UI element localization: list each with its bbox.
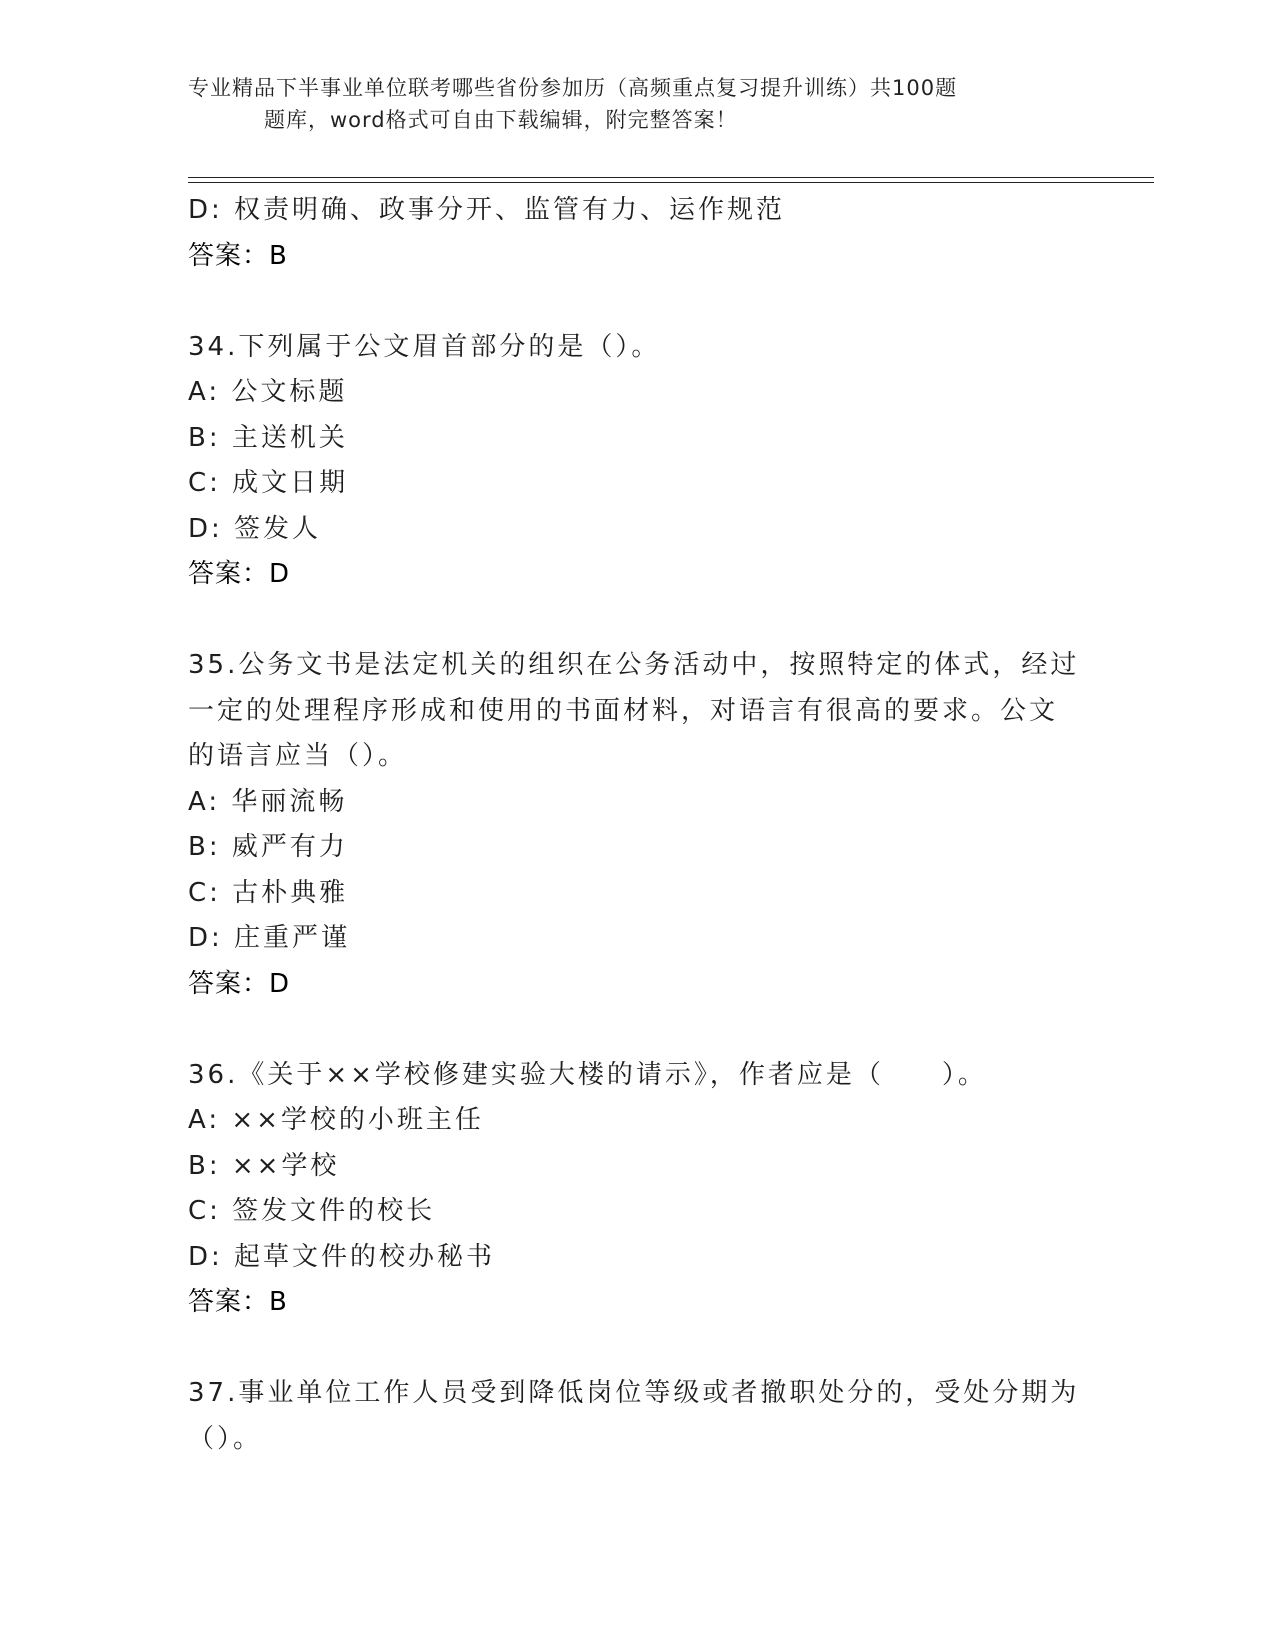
option-d: D: 签发人 <box>188 513 322 544</box>
spacer <box>188 1326 1088 1372</box>
carryover-option-d: D: 权责明确、政事分开、监管有力、运作规范 <box>188 195 786 225</box>
header-divider-top <box>188 177 1154 178</box>
question-35 <box>188 643 1088 1007</box>
option-b: B: 主送机关 <box>188 422 348 453</box>
question-text-line2: （）。 <box>188 1423 263 1454</box>
option-a: A: ××学校的小班主任 <box>188 1105 484 1135</box>
option-a: A: 公文标题 <box>188 377 348 407</box>
spacer <box>188 598 1088 644</box>
question-34 <box>188 325 1088 598</box>
option-a: A: 华丽流畅 <box>188 786 348 817</box>
question-text: 36.《关于××学校修建实验大楼的请示》，作者应是（ ）。 <box>188 1059 987 1090</box>
spacer <box>188 1007 1088 1053</box>
header-divider-bottom <box>188 182 1154 183</box>
question-text-line1: 35.公务文书是法定机关的组织在公务活动中，按照特定的体式，经过 <box>188 650 1080 680</box>
question-text-line3: 的语言应当（）。 <box>188 741 408 771</box>
question-36 <box>188 1053 1088 1326</box>
header-title-line2: 题库，word格式可自由下载编辑，附完整答案！ <box>264 108 738 132</box>
option-c: C: 成文日期 <box>188 468 349 498</box>
question-text-line2: 一定的处理程序形成和使用的书面材料，对语言有很高的要求。公文 <box>188 695 1059 726</box>
question-text: 34.下列属于公文眉首部分的是（）。 <box>188 331 661 362</box>
answer: 答案：B <box>188 1287 288 1317</box>
carryover-answer: 答案：B <box>188 240 288 271</box>
document-body <box>188 188 1088 1462</box>
option-d: D: 庄重严谨 <box>188 923 351 953</box>
option-d: D: 起草文件的校办秘书 <box>188 1241 496 1272</box>
option-c: C: 古朴典雅 <box>188 877 349 908</box>
question-37 <box>188 1371 1088 1462</box>
answer: 答案：D <box>188 968 291 999</box>
spacer <box>188 279 1088 325</box>
option-c: C: 签发文件的校长 <box>188 1196 436 1226</box>
header-title-line1: 专业精品下半事业单位联考哪些省份参加历（高频重点复习提升训练）共100题 <box>188 76 958 100</box>
question-text-line1: 37.事业单位工作人员受到降低岗位等级或者撤职处分的，受处分期为 <box>188 1378 1080 1408</box>
answer: 答案：D <box>188 559 291 589</box>
option-b: B: ××学校 <box>188 1150 340 1181</box>
option-b: B: 威严有力 <box>188 832 348 862</box>
document-header <box>188 72 1068 136</box>
